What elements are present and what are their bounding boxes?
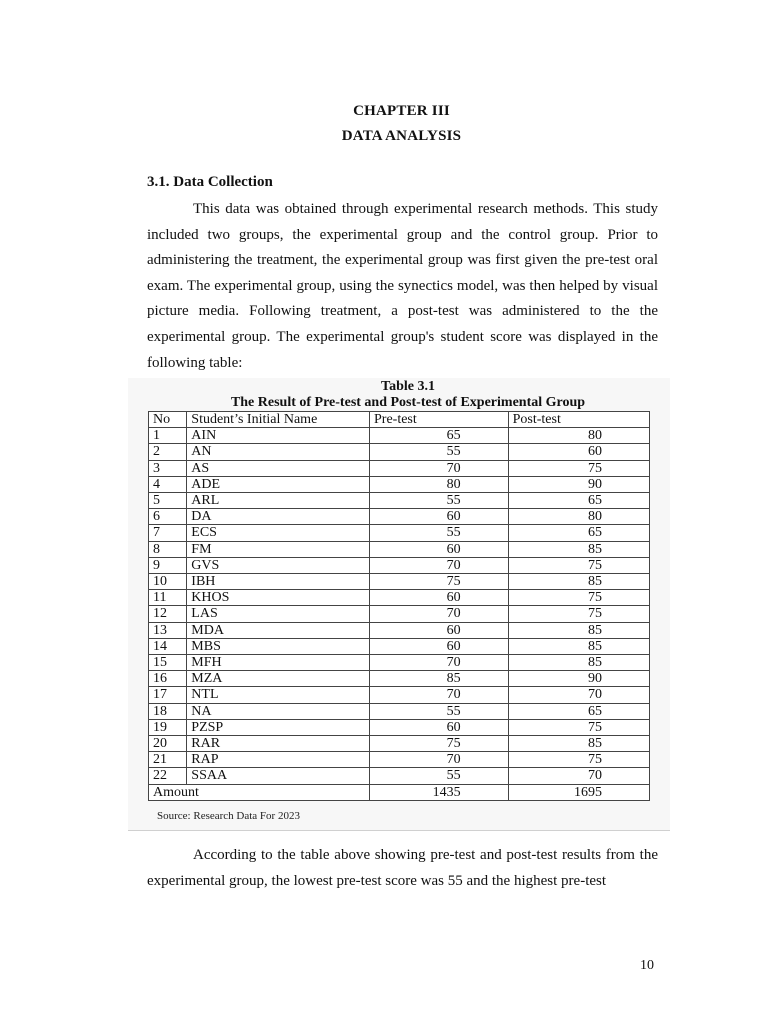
post-test-cell: 65 [508,525,649,541]
pre-test-cell: 55 [370,768,509,784]
chapter-number: CHAPTER III [353,103,450,119]
pre-test-cell: 85 [370,671,509,687]
post-test-cell: 85 [508,541,649,557]
table-row [149,476,650,492]
post-test-cell: 65 [508,493,649,509]
table-title: The Result of Pre-test and Post-test of Experimental Group [230,395,586,410]
student-name-cell: AN [187,444,370,460]
student-name-cell: RAR [187,736,370,752]
pre-test-cell: 70 [370,752,509,768]
student-name-cell: PZSP [187,719,370,735]
row-number-cell: 1 [149,428,187,444]
post-test-cell: 85 [508,638,649,654]
table-row [149,655,650,671]
row-number-cell: 7 [149,525,187,541]
row-number-cell: 15 [149,655,187,671]
post-test-cell: 60 [508,444,649,460]
pre-test-cell: 60 [370,541,509,557]
post-test-cell: 75 [508,752,649,768]
table-header-cell: Pre-test [370,412,509,428]
post-test-cell: 70 [508,768,649,784]
table-header-row [149,412,650,428]
pre-test-cell: 55 [370,493,509,509]
table-row [149,590,650,606]
row-number-cell: 9 [149,557,187,573]
row-number-cell: 21 [149,752,187,768]
student-name-cell: ECS [187,525,370,541]
post-test-cell: 85 [508,574,649,590]
page-number: 10 [640,958,654,973]
student-name-cell: RAP [187,752,370,768]
pre-test-cell: 75 [370,736,509,752]
pre-test-cell: 80 [370,476,509,492]
pre-test-cell: 55 [370,444,509,460]
row-number-cell: 10 [149,574,187,590]
student-name-cell: DA [187,509,370,525]
student-name-cell: MFH [187,655,370,671]
table-row [149,671,650,687]
table-row [149,752,650,768]
student-name-cell: ADE [187,476,370,492]
table-row [149,687,650,703]
pre-test-cell: 70 [370,655,509,671]
student-name-cell: FM [187,541,370,557]
table-row [149,736,650,752]
pre-test-cell: 70 [370,460,509,476]
row-number-cell: 17 [149,687,187,703]
table-total-row [149,784,650,800]
table-row [149,638,650,654]
post-test-total-cell: 1695 [508,784,649,800]
student-name-cell: GVS [187,557,370,573]
intro-paragraph: This data was obtained through experimental research methods. This study included two groups, the experimental group and the control group. Prior to administering the treatment, the experimental group was first given the pre-test oral exam. The experimental group, using the synectics model, was then helped by visual picture media. Following treatment, a post-test was administered to the the experimental group. The experimental group's student score was displayed in the following table: [147,201,658,371]
student-name-cell: IBH [187,574,370,590]
pre-test-cell: 70 [370,687,509,703]
pre-test-cell: 75 [370,574,509,590]
student-name-cell: SSAA [187,768,370,784]
table-row [149,606,650,622]
row-number-cell: 6 [149,509,187,525]
row-number-cell: 3 [149,460,187,476]
total-label-cell: Amount [149,784,370,800]
row-number-cell: 13 [149,622,187,638]
post-test-cell: 65 [508,703,649,719]
student-name-cell: AS [187,460,370,476]
post-test-cell: 75 [508,557,649,573]
table-source: Source: Research Data For 2023 [157,810,300,822]
post-test-cell: 75 [508,460,649,476]
table-row [149,493,650,509]
post-test-cell: 90 [508,671,649,687]
table-header-cell: No [149,412,187,428]
pre-test-cell: 60 [370,590,509,606]
student-name-cell: MDA [187,622,370,638]
row-number-cell: 4 [149,476,187,492]
row-number-cell: 12 [149,606,187,622]
post-test-cell: 90 [508,476,649,492]
table-figure [128,378,670,831]
pre-test-cell: 60 [370,638,509,654]
table-row [149,768,650,784]
student-name-cell: AIN [187,428,370,444]
table-row [149,541,650,557]
post-test-cell: 85 [508,622,649,638]
student-name-cell: NTL [187,687,370,703]
table-header-cell: Student’s Initial Name [187,412,370,428]
table-row [149,557,650,573]
table-row [149,444,650,460]
pre-test-cell: 60 [370,719,509,735]
table-row [149,460,650,476]
row-number-cell: 22 [149,768,187,784]
table-row [149,428,650,444]
table-row [149,509,650,525]
chapter-title: DATA ANALYSIS [341,128,462,144]
pre-test-cell: 55 [370,703,509,719]
pre-test-cell: 70 [370,557,509,573]
table-row [149,574,650,590]
post-test-cell: 85 [508,655,649,671]
student-name-cell: ARL [187,493,370,509]
section-heading: 3.1. Data Collection [147,174,273,190]
table-row [149,719,650,735]
pre-test-cell: 65 [370,428,509,444]
table-caption: Table 3.1 [381,379,435,394]
student-name-cell: LAS [187,606,370,622]
table-row [149,622,650,638]
post-test-cell: 80 [508,509,649,525]
pre-test-cell: 55 [370,525,509,541]
table-row [149,703,650,719]
post-test-cell: 75 [508,719,649,735]
post-test-cell: 75 [508,606,649,622]
row-number-cell: 2 [149,444,187,460]
row-number-cell: 20 [149,736,187,752]
student-name-cell: MBS [187,638,370,654]
student-name-cell: NA [187,703,370,719]
post-test-cell: 70 [508,687,649,703]
pre-test-cell: 70 [370,606,509,622]
student-name-cell: KHOS [187,590,370,606]
post-test-cell: 80 [508,428,649,444]
analysis-paragraph: According to the table above showing pre-test and post-test results from the experimental group, the lowest pre-test score was 55 and the highest pre-test [147,847,658,889]
student-name-cell: MZA [187,671,370,687]
row-number-cell: 14 [149,638,187,654]
table-header-cell: Post-test [508,412,649,428]
row-number-cell: 16 [149,671,187,687]
pre-test-cell: 60 [370,509,509,525]
post-test-cell: 85 [508,736,649,752]
table-row [149,525,650,541]
row-number-cell: 11 [149,590,187,606]
row-number-cell: 18 [149,703,187,719]
pre-test-cell: 60 [370,622,509,638]
post-test-cell: 75 [508,590,649,606]
row-number-cell: 8 [149,541,187,557]
results-table [148,411,650,801]
row-number-cell: 19 [149,719,187,735]
row-number-cell: 5 [149,493,187,509]
pre-test-total-cell: 1435 [370,784,509,800]
